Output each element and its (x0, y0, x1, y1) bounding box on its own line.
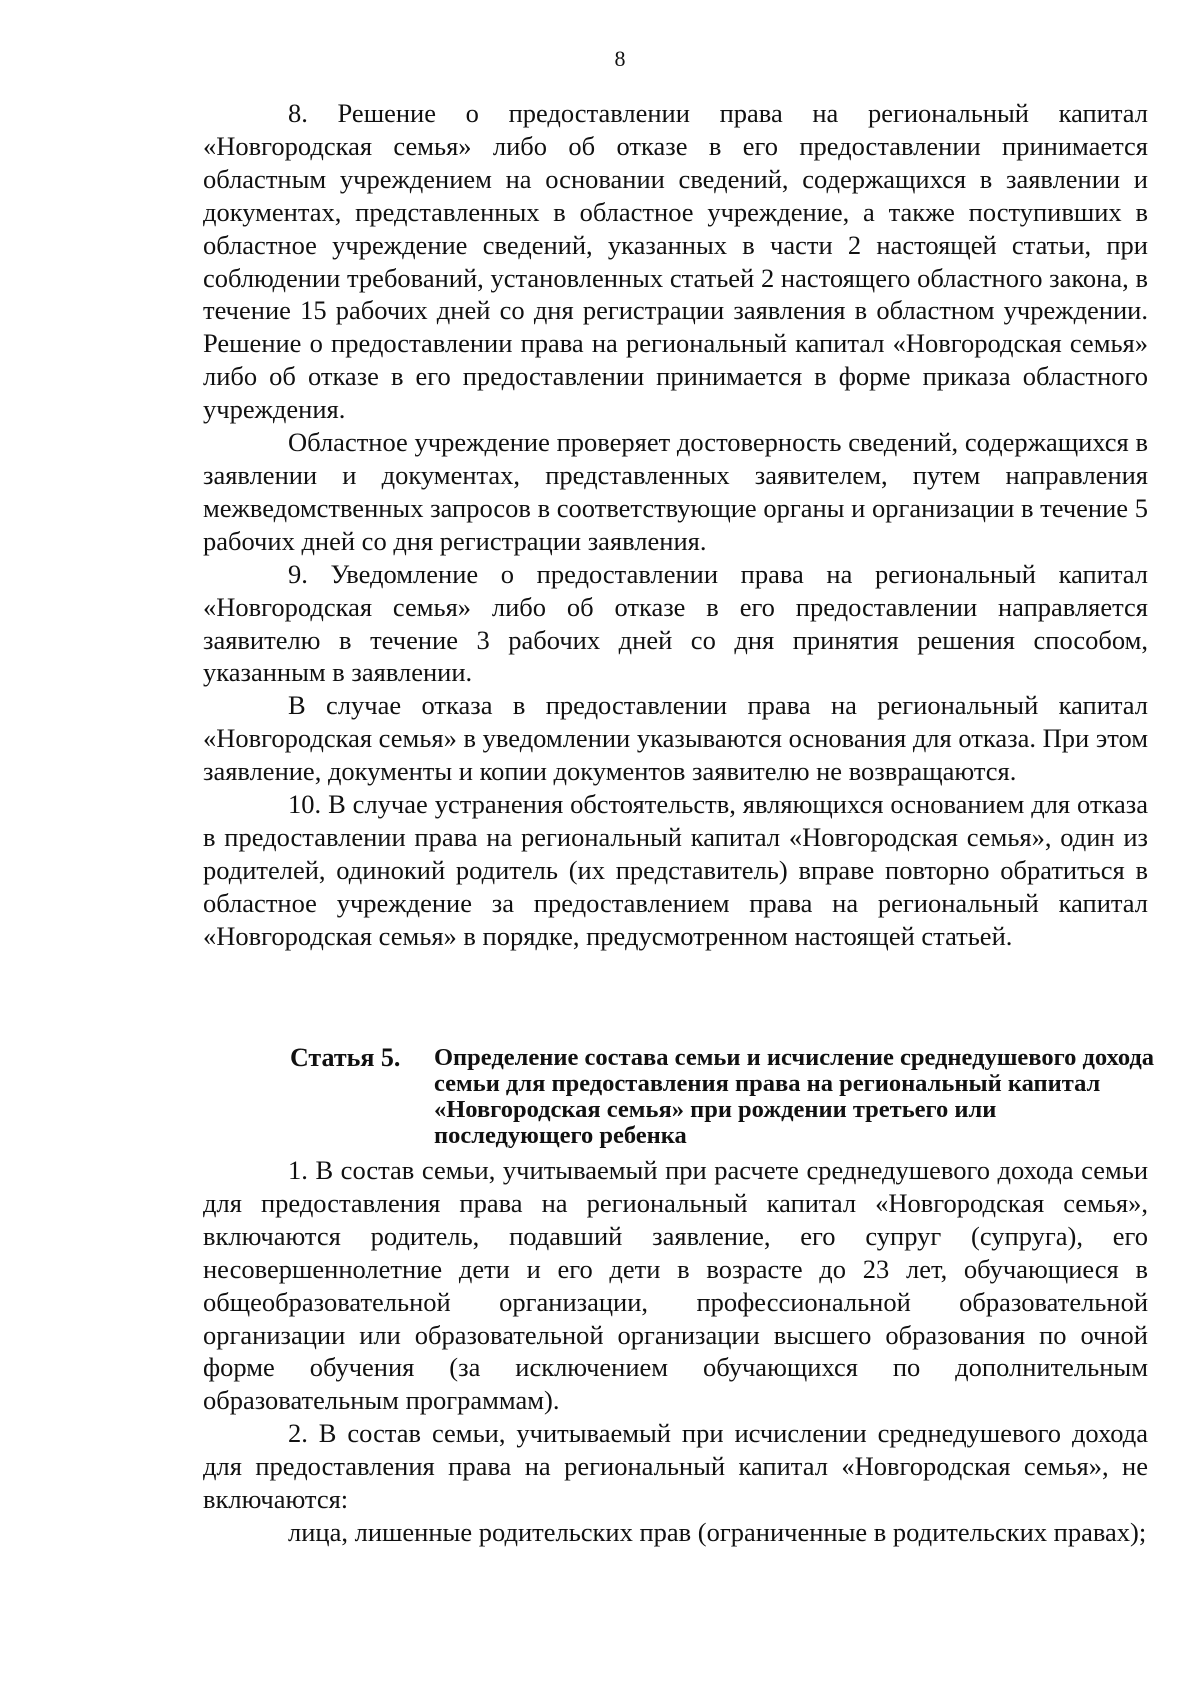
article-5-paragraph-1: 1. В состав семьи, учитываемый при расчете среднедушевого дохода семьи для предоставления права на региональный капитал «Новгородская семья», включаются родитель, подавший заявление, его супруг (супруга), его несовершеннолетние дети и его дети в возрасте до 23 лет, обучающиеся в общеобразовательной организации, профессиональной образовательной организации или образовательной организации высшего образования по очной форме обучения (за исключением обучающихся по дополнительным образовательным программам). (203, 1155, 1148, 1416)
paragraph-9: 9. Уведомление о предоставлении права на региональный капитал «Новгородская семья» либо об отказе в его предоставлении направляется заявителю в течение 3 рабочих дней со дня принятия решения способом, указанным в заявлении. (203, 558, 1148, 688)
paragraph-10: 10. В случае устранения обстоятельств, являющихся основанием для отказа в предоставлении права на региональный капитал «Новгородская семья», один из родителей, одинокий родитель (их представитель) вправе повторно обратиться в областное учреждение за предоставлением права на региональный капитал «Новгородская семья» в порядке, предусмотренном настоящей статьей. (203, 789, 1148, 951)
article-5-list-item: лица, лишенные родительских прав (ограниченные в родительских правах); (288, 1516, 1147, 1547)
body-text-before-article (203, 97, 1148, 953)
article-5-paragraph-2: 2. В состав семьи, учитываемый при исчислении среднедушевого дохода для предоставления права на региональный капитал «Новгородская семья», не включаются: (203, 1418, 1148, 1515)
article-heading (290, 1045, 1160, 1149)
page-number: 8 (614, 46, 626, 71)
paragraph-8: 8. Решение о предоставлении права на региональный капитал «Новгородская семья» либо об отказе в его предоставлении принимается областным учреждением на основании сведений, содержащихся в заявлении и документах, представленных в областное учреждение, а также поступивших в областное учреждение сведений, указанных в части 2 настоящей статьи, при соблюдении требований, установленных статьей 2 настоящего областного закона, в течение 15 рабочих дней со дня регистрации заявления в областном учреждении. Решение о предоставлении права на региональный капитал «Новгородская семья» либо об отказе в его предоставлении принимается в форме приказа областного учреждения. (203, 98, 1148, 425)
paragraph-8-verification: Областное учреждение проверяет достоверность сведений, содержащихся в заявлении и документах, представленных заявителем, путем направления межведомственных запросов в соответствующие органы и организации в течение 5 рабочих дней со дня регистрации заявления. (203, 427, 1148, 556)
article-title: Определение состава семьи и исчисление среднедушевого дохода семьи для предоставления права на региональный капитал «Новгородская семья» при рождении третьего или последующего ребенка (434, 1044, 1155, 1149)
paragraph-9-refusal: В случае отказа в предоставлении права на региональный капитал «Новгородская семья» в уведомлении указываются основания для отказа. При этом заявление, документы и копии документов заявителю не возвращаются. (203, 690, 1148, 787)
article-number: Статья 5. (290, 1043, 401, 1072)
body-text-after-article (203, 1154, 1148, 1549)
